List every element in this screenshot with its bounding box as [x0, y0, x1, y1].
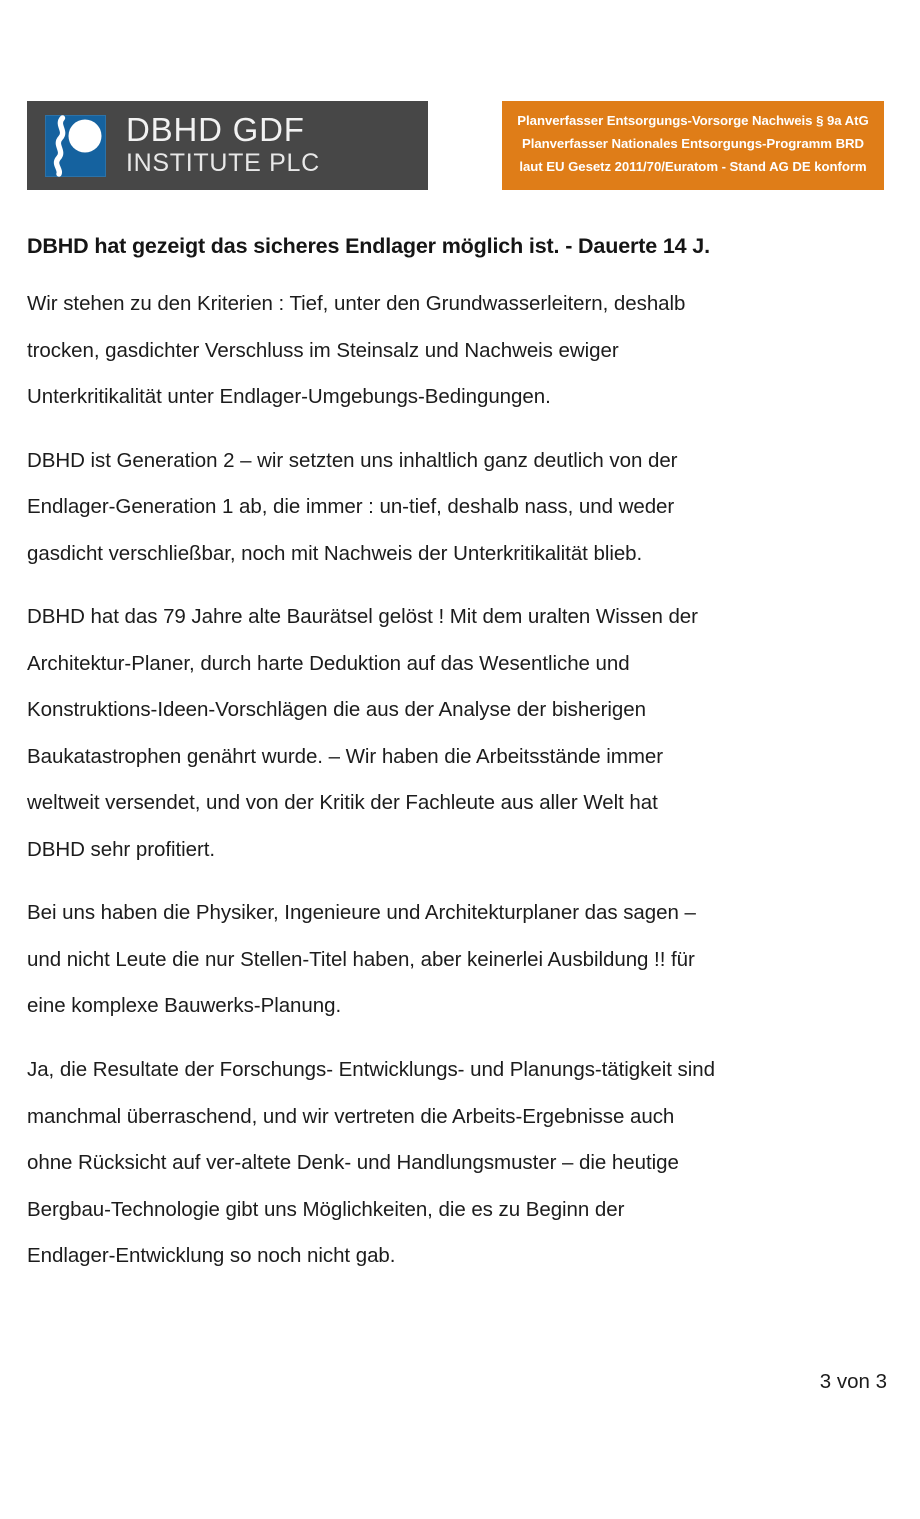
page-title: DBHD hat gezeigt das sicheres Endlager möglich ist. - Dauerte 14 J.: [27, 234, 710, 258]
company-logo: [27, 101, 428, 190]
logo-title-secondary: INSTITUTE PLC: [126, 149, 320, 178]
logo-title-primary: DBHD GDF: [126, 110, 305, 148]
body-paragraph: DBHD ist Generation 2 – wir setzten uns inhaltlich ganz deutlich von der Endlager-Generation 1 ab, die immer : un-tief, deshalb nass, und weder gasdicht verschließbar, noch mit Nachweis der Unterkritikalität blieb.: [27, 448, 678, 565]
banner-line-1: Planverfasser Entsorgungs-Vorsorge Nachweis § 9a AtG: [517, 113, 869, 129]
document-body: [27, 232, 887, 1280]
logo-wordmark: [126, 110, 320, 178]
banner-line-2: Planverfasser Nationales Entsorgungs-Programm BRD: [522, 136, 864, 152]
page-header: [0, 101, 920, 191]
compliance-banner: [502, 101, 884, 190]
body-paragraph: Wir stehen zu den Kriterien : Tief, unter den Grundwasserleitern, deshalb trocken, gasdichter Verschluss im Steinsalz und Nachweis ewiger Unterkritikalität unter Endlager-Umgebungs-Bedingungen.: [27, 292, 686, 409]
body-paragraph: Ja, die Resultate der Forschungs- Entwicklungs- und Planungs-tätigkeit sind manchmal überraschend, und wir vertreten die Arbeits-Ergebnisse auch ohne Rücksicht auf ver-altete Denk- und Handlungsmuster – die heutige Bergbau-Technologie gibt uns Möglichkeiten, die es zu Beginn der Endlager-Entwicklung so noch nicht gab.: [27, 1057, 715, 1268]
body-paragraph: Bei uns haben die Physiker, Ingenieure und Architekturplaner das sagen – und nicht Leute die nur Stellen-Titel haben, aber keinerlei Ausbildung !! für eine komplexe Bauwerks-Planung.: [27, 901, 696, 1018]
wave-and-moon-mark-icon: [45, 115, 106, 177]
banner-line-3: laut EU Gesetz 2011/70/Euratom - Stand AG DE konform: [519, 158, 867, 174]
body-paragraph: DBHD hat das 79 Jahre alte Baurätsel gelöst ! Mit dem uralten Wissen der Architektur-Planer, durch harte Deduktion auf das Wesentliche und Konstruktions-Ideen-Vorschlägen die aus der Analyse der bisherigen Baukatastrophen genährt wurde. – Wir haben die Arbeitsstände immer weltweit versendet, und von der Kritik der Fachleute aus aller Welt hat DBHD sehr profitiert.: [27, 605, 698, 861]
page-number: 3 von 3: [819, 1370, 887, 1393]
